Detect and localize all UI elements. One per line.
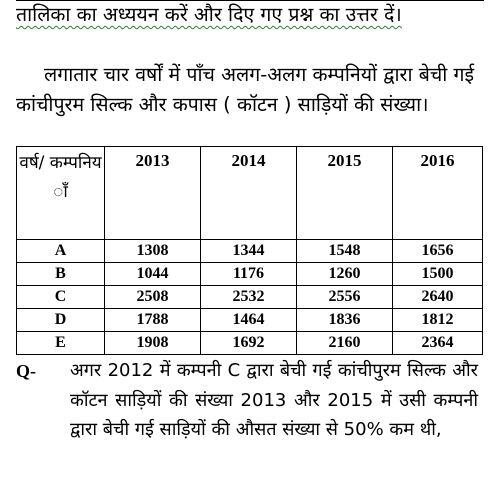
value-cell: 1176: [201, 263, 297, 286]
company-cell: E: [17, 332, 105, 355]
table-row: [17, 309, 483, 332]
table-row: [17, 332, 483, 355]
value-cell: 1836: [297, 309, 393, 332]
question-label: Q-: [16, 361, 36, 381]
value-cell: 1344: [201, 240, 297, 263]
year-header: 2014: [201, 147, 297, 240]
company-cell: A: [17, 240, 105, 263]
value-cell: 1788: [105, 309, 201, 332]
sales-table: [16, 146, 483, 355]
value-cell: 1044: [105, 263, 201, 286]
description-paragraph: [16, 60, 486, 120]
value-cell: 2532: [201, 286, 297, 309]
instruction-paragraph: [16, 0, 486, 30]
value-cell: 1548: [297, 240, 393, 263]
value-cell: 1500: [393, 263, 483, 286]
value-cell: 1908: [105, 332, 201, 355]
company-cell: C: [17, 286, 105, 309]
company-cell: B: [17, 263, 105, 286]
company-cell: D: [17, 309, 105, 332]
corner-header: वर्ष/ कम्पनिय ाँ: [17, 147, 105, 240]
value-cell: 2364: [393, 332, 483, 355]
value-cell: 2160: [297, 332, 393, 355]
table-row: [17, 240, 483, 263]
table-header-row: [17, 147, 483, 240]
value-cell: 1308: [105, 240, 201, 263]
table-row: [17, 263, 483, 286]
year-header: 2016: [393, 147, 483, 240]
value-cell: 1812: [393, 309, 483, 332]
year-header: 2013: [105, 147, 201, 240]
instruction-text: तालिका का अध्ययन करें और दिए गए प्रश्न का उत्तर दें।: [16, 3, 402, 26]
value-cell: 2556: [297, 286, 393, 309]
table-row: [17, 286, 483, 309]
value-cell: 2640: [393, 286, 483, 309]
value-cell: 1464: [201, 309, 297, 332]
value-cell: 1260: [297, 263, 393, 286]
question-text: अगर 2012 में कम्पनी C द्वारा बेची गई कांचीपुरम सिल्क और कॉटन साड़ियों की संख्या 2013 और 2015 में उसी कम्पनी द्वारा बेची गई साड़ियों की औसत संख्या से 50% कम थी,: [70, 360, 478, 440]
year-header: 2015: [297, 147, 393, 240]
value-cell: 1692: [201, 332, 297, 355]
value-cell: 1656: [393, 240, 483, 263]
description-text: लगातार चार वर्षों में पाँच अलग-अलग कम्पनियों द्वारा बेची गई कांचीपुरम सिल्क और कपास ( कॉटन ) साड़ियों की संख्या।: [16, 63, 475, 116]
value-cell: 2508: [105, 286, 201, 309]
